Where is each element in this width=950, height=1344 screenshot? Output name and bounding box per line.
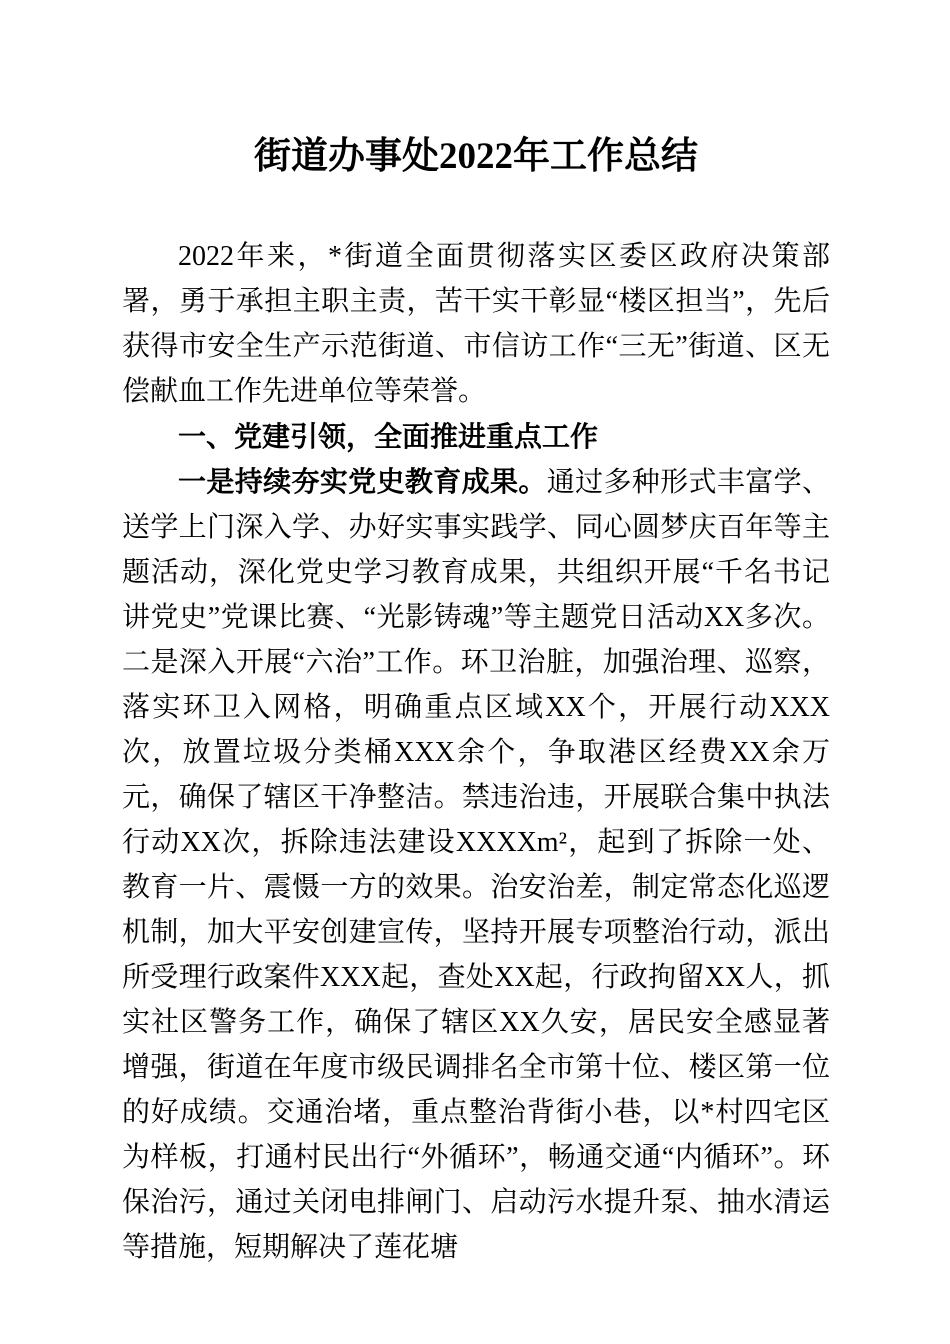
section-1-body-text: 通过多种形式丰富学、送学上门深入学、办好实事实践学、同心圆梦庆百年等主题活动，深化党史学习教育成果，共组织开展“千名书记讲党史”党课比赛、“光影铸魂”等主题党日活动XX多次。二是深入开展“六治”工作。环卫治脏，加强治理、巡察，落实环卫入网格，明确重点区域XX个，开展行动XXX次，放置垃圾分类桶XXX余个，争取港区经费XX余万元，确保了辖区干净整洁。禁违治违，开展联合集中执法行动XX次，拆除违法建设XXXXm²，起到了拆除一处、教育一片、震慑一方的效果。治安治差，制定常态化巡逻机制，加大平安创建宣传，坚持开展专项整治行动，派出所受理行政案件XXX起，查处XX起，行政拘留XX人，抓实社区警务工作，确保了辖区XX久安，居民安全感显著增强，街道在年度市级民调排名全市第十位、楼区第一位的好成绩。交通治堵，重点整治背街小巷，以*村四宅区为样板，打通村民出行“外循环”，畅通交通“内循环”。环保治污，通过关闭电排闸门、启动污水提升泵、抽水清运等措施，短期解决了莲花塘 (122, 467, 830, 1264)
section-1-heading: 一、党建引领，全面推进重点工作 (178, 421, 599, 453)
section-1-lead-sentence: 一是持续夯实党史教育成果。 (178, 466, 547, 498)
paragraph-intro: 2022年来，*街道全面贯彻落实区委区政府决策部署，勇于承担主职主责，苦干实干彰显“楼区担当”，先后获得市安全生产示范街道、市信访工作“三无”街道、区无偿献血工作先进单位等荣誉。 (122, 241, 830, 408)
document-title: 街道办事处2022年工作总结 (254, 136, 698, 177)
paragraph-section-1 (122, 459, 830, 1270)
